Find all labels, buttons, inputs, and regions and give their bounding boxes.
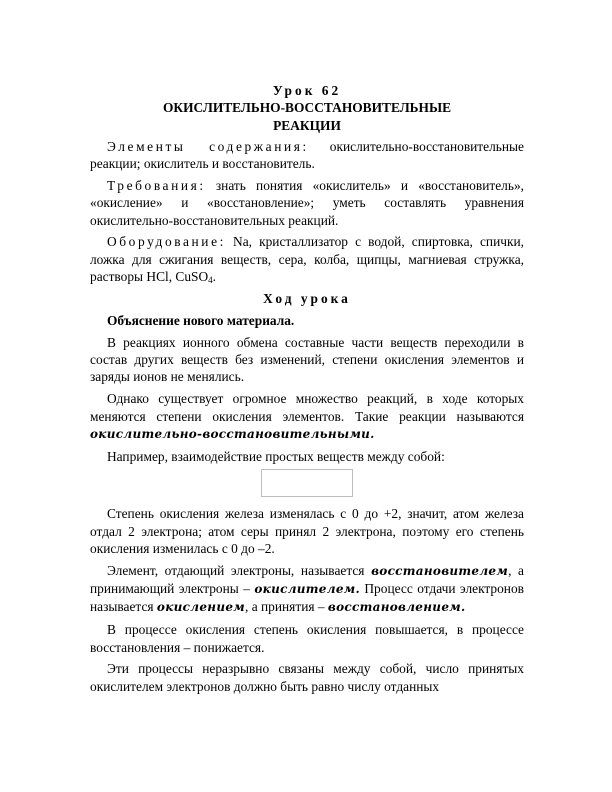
- definitions-text-2: , а принимающий электроны –: [90, 562, 524, 597]
- paragraph-definitions: [90, 562, 524, 617]
- equipment-label: Оборудование:: [107, 234, 226, 250]
- explanation-heading: Объяснение нового материала.: [107, 313, 295, 329]
- definitions-text-4: , а принятия –: [245, 599, 328, 615]
- requirements-label: Требования:: [107, 177, 206, 193]
- lesson-title-line1: ОКИСЛИТЕЛЬНО-ВОССТАНОВИТЕЛЬНЫЕ: [162, 100, 452, 116]
- paragraph-redox-text: Однако существует огромное множество реакций, в ходе которых меняются степени окисления элементов. Такие реакции называются: [90, 391, 524, 424]
- paragraph-example-intro: Например, взаимодействие простых веществ между собой:: [107, 448, 445, 464]
- equipment-subscript: 4: [208, 274, 213, 285]
- page-content: [90, 82, 524, 699]
- paragraph-linked-processes: Эти процессы неразрывно связаны между собой, число принятых окислителем электронов должно быть равно числу отданных: [90, 661, 524, 694]
- term-reducer: восстановителем: [371, 563, 509, 578]
- definitions-text-3: Процесс отдачи электронов называется: [90, 581, 524, 615]
- lesson-title-block: [90, 82, 524, 134]
- lesson-flow-heading: Ход урока: [263, 290, 351, 306]
- term-oxidation: окислением: [156, 600, 245, 615]
- term-reduction: восстановлением.: [327, 600, 466, 615]
- equipment-text: Na, кристаллизатор с водой, спиртовка, спички, ложка для сжигания веществ, сера, колба, щипцы, магниевая стружка, растворы HCl, CuSO: [90, 234, 524, 284]
- equation-image-placeholder: [261, 469, 353, 497]
- requirements-text: знать понятия «окислитель» и «восстановитель», «окисление» и «восстановление»; уметь составлять уравнения окислительно-восстановительных реакций.: [90, 177, 524, 228]
- paragraph-oxidation-increase: В процессе окисления степень окисления повышается, в процессе восстановления – понижается.: [90, 622, 524, 655]
- paragraph-ion-exchange: В реакциях ионного обмена составные части веществ переходили в состав других веществ без изменений, степени окисления элементов и заряды ионов не менялись.: [90, 334, 524, 385]
- lesson-title-line2: РЕАКЦИИ: [273, 117, 341, 133]
- requirements-paragraph: [90, 177, 524, 229]
- equipment-end: .: [212, 268, 217, 284]
- paragraph-redox-definition: [90, 390, 524, 443]
- definitions-text-1: Элемент, отдающий электроны, называется: [107, 562, 372, 578]
- content-elements-text: окислительно-восстановительные реакции; окислитель и восстановитель.: [90, 138, 524, 172]
- lesson-number: Урок 62: [272, 83, 342, 98]
- equipment-paragraph: [90, 233, 524, 285]
- paragraph-oxidation-states: Степень окисления железа изменялась с 0 до +2, значит, атом железа отдал 2 электрона; атом серы принял 2 электрона, поэтому его степень окисления изменилась с 0 до –2.: [90, 506, 524, 557]
- content-elements-label: Элементы содержания:: [107, 138, 309, 154]
- term-oxidizer: окислителем.: [254, 582, 360, 597]
- term-redox: окислительно-восстановительными.: [90, 426, 375, 441]
- content-elements-paragraph: [90, 138, 524, 173]
